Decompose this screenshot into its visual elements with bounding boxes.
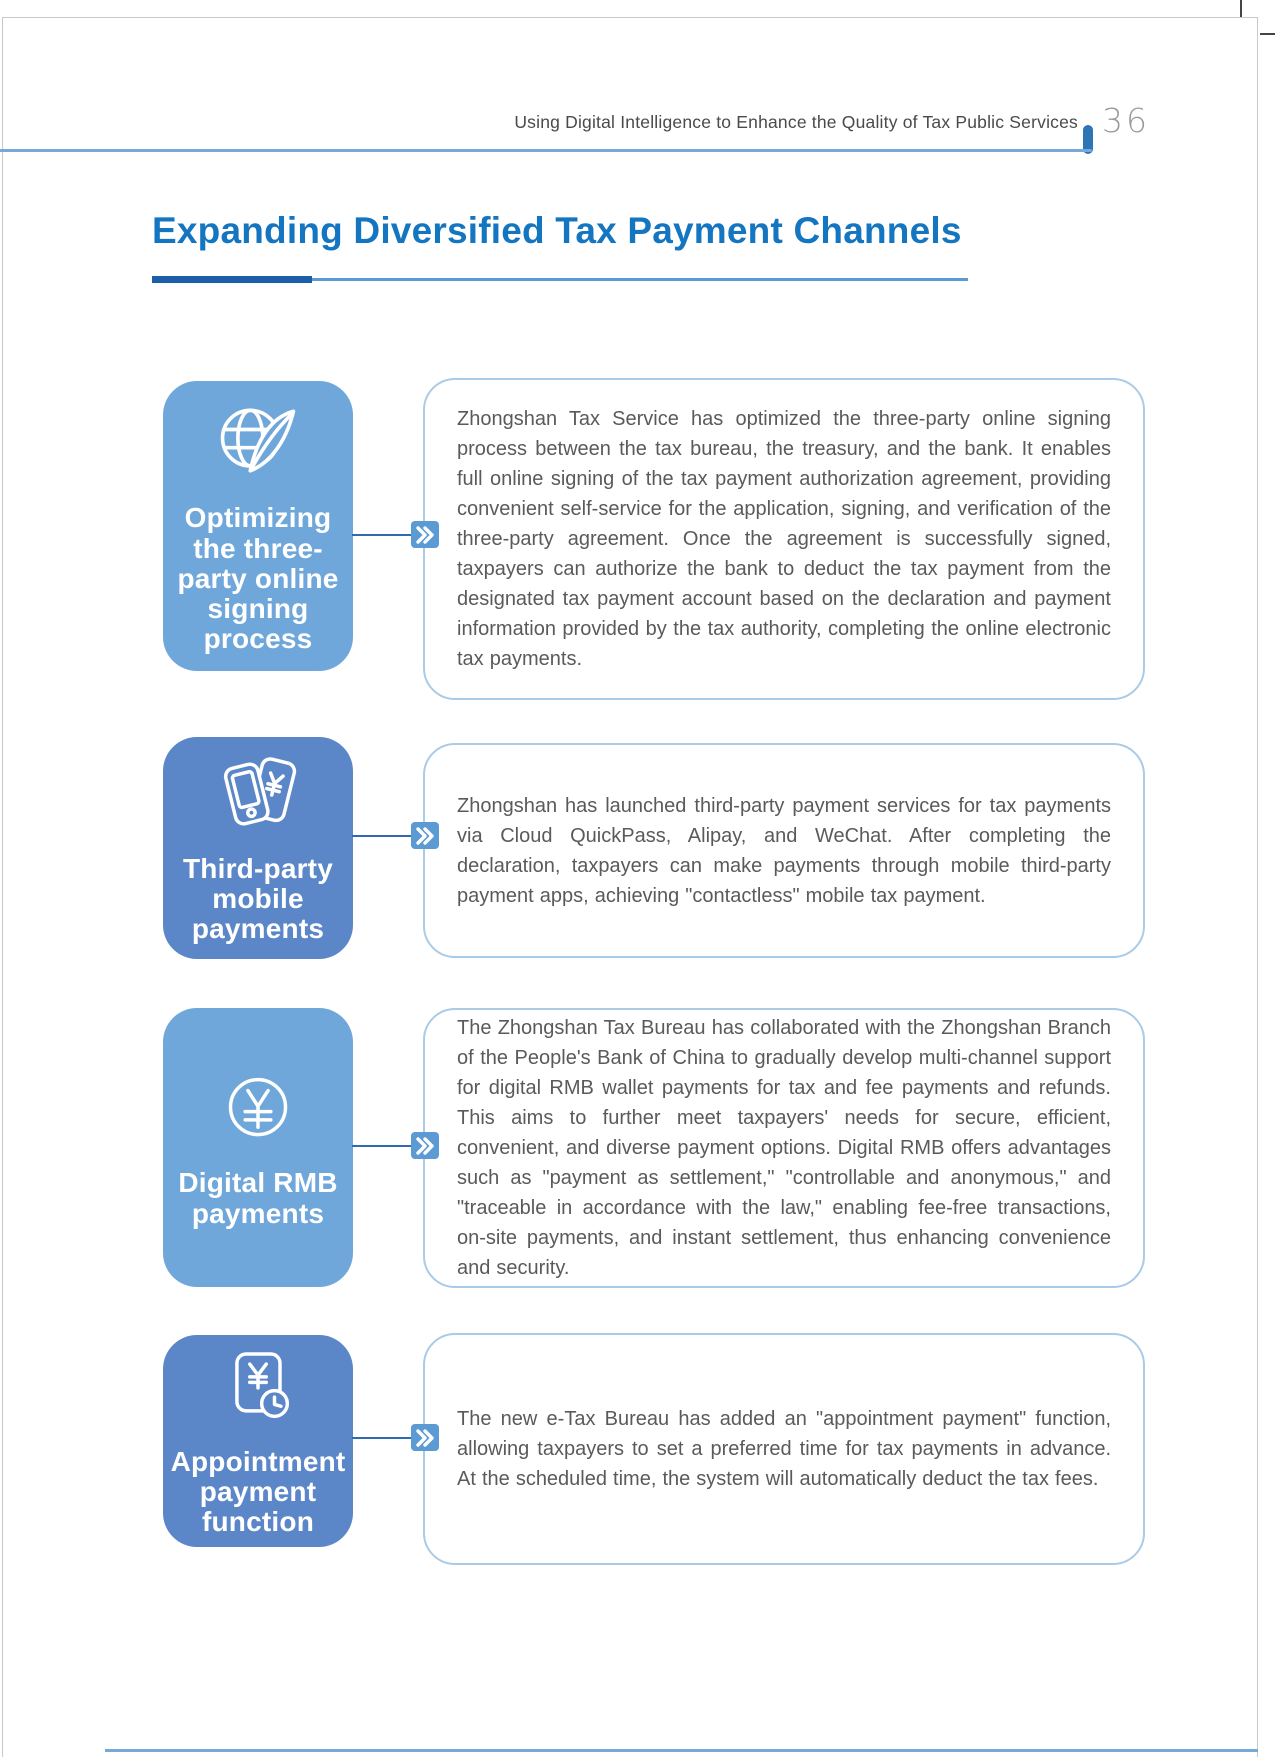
globe-quill-icon xyxy=(212,397,304,490)
title-underline-accent xyxy=(152,276,312,283)
double-chevron-icon xyxy=(411,1132,439,1159)
paragraph-text: The new e-Tax Bureau has added an "appointment payment" function, allowing taxpayers to set a preferred time for tax payments in advance. At the scheduled time, the system will automatically deduct the tax fees. xyxy=(457,1408,1111,1490)
double-chevron-icon xyxy=(411,822,439,849)
paragraph-text: Zhongshan has launched third-party payment services for tax payments via Cloud QuickPass, Alipay, and WeChat. After completing the declaration, taxpayers can make payments through mobile third-party payment apps, achieving "contactless" mobile tax payment. xyxy=(457,794,1111,907)
label-box-title: Third-party mobile payments xyxy=(183,852,333,945)
connector-line xyxy=(352,534,414,536)
connector-line xyxy=(352,1437,414,1439)
running-header: Using Digital Intelligence to Enhance the Quality of Tax Public Services xyxy=(514,112,1078,132)
mobile-payment-icon xyxy=(214,752,302,841)
paragraph-box-mobile-payments xyxy=(423,743,1145,958)
paragraph-text: The Zhongshan Tax Bureau has collaborated with the Zhongshan Branch of the People's Bank of China to gradually develop multi-channel support for digital RMB wallet payments for tax and fee payments and refunds. This aims to further meet taxpayers' needs for secure, efficient, convenient, and diverse payment options. Digital RMB offers advantages such as "payment as settlement," "controllable and anonymous," and "traceable in accordance with the law," enabling fee-free transactions, on-site payments, and instant settlement, thus enhancing convenience and security. xyxy=(457,1017,1111,1279)
connector-line xyxy=(352,835,414,837)
label-box-title: Digital RMB payments xyxy=(178,1167,338,1229)
label-box-digital-rmb xyxy=(163,1008,353,1287)
label-box-mobile-payments xyxy=(163,737,353,959)
double-chevron-icon xyxy=(411,521,439,548)
page-title: Expanding Diversified Tax Payment Channels xyxy=(152,210,962,251)
crop-mark-horizontal xyxy=(1260,33,1275,35)
paragraph-text: Zhongshan Tax Service has optimized the three-party online signing process between the tax bureau, the treasury, and the bank. It enables full online signing of the tax payment authorization agreement, providing convenient self-service for the application, signing, and verification of the three-party agreement. Once the agreement is successfully signed, taxpayers can authorize the bank to deduct the tax payment from the designated tax payment account based on the declaration and payment information provided by the tax authority, completing the online electronic tax payments. xyxy=(457,408,1111,670)
label-box-online-signing xyxy=(163,381,353,671)
footer-rule-line xyxy=(105,1749,1258,1752)
paragraph-box-online-signing xyxy=(423,378,1145,700)
paragraph-box-digital-rmb xyxy=(423,1008,1145,1288)
title-underline-rule xyxy=(312,278,968,281)
paragraph-box-appointment-payment xyxy=(423,1333,1145,1565)
label-box-title: Appointment payment function xyxy=(170,1445,346,1538)
digital-rmb-icon xyxy=(214,1066,302,1155)
crop-mark-vertical xyxy=(1240,0,1242,17)
connector-line xyxy=(352,1145,414,1147)
double-chevron-icon xyxy=(411,1424,439,1451)
label-box-appointment-payment xyxy=(163,1335,353,1547)
label-box-title: Optimizing the three-party online signing process xyxy=(177,502,339,655)
appointment-clock-icon xyxy=(214,1345,302,1434)
header-rule-line xyxy=(0,149,1092,152)
page-number: 36 xyxy=(1102,101,1150,140)
